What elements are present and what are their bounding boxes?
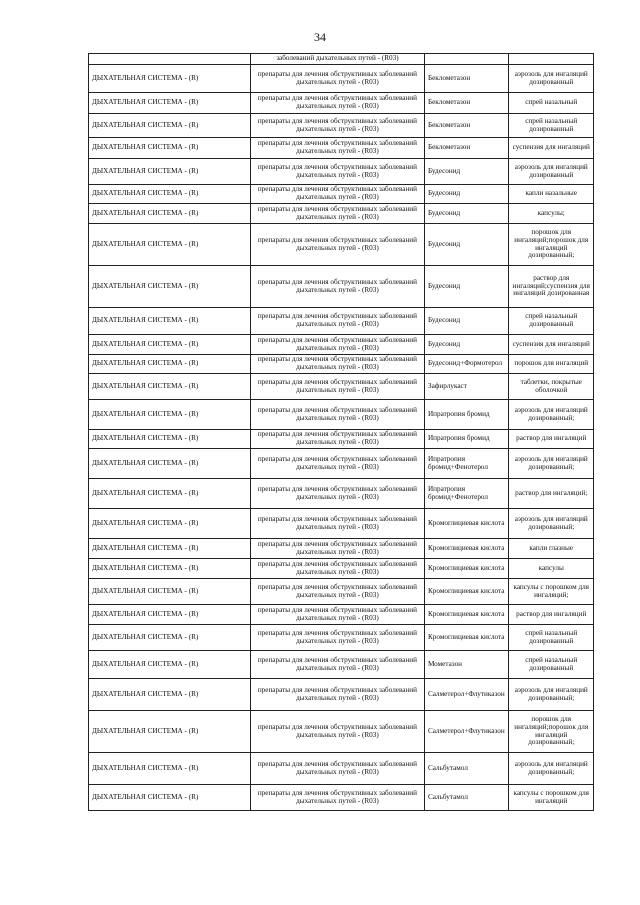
cell-c3: Будесонид <box>424 185 509 204</box>
cell-c4: аэрозоль для ингаляций дозированный; <box>509 679 594 711</box>
cell-c1: ДЫХАТЕЛЬНАЯ СИСТЕМА - (R) <box>89 651 251 679</box>
cell-c3: Будесонид <box>424 204 509 224</box>
table-row <box>89 679 594 711</box>
cell-c3: Беклометазон <box>424 138 509 159</box>
cell-c4: раствор для ингаляций; <box>509 479 594 509</box>
table-row <box>89 711 594 753</box>
cell-c1: ДЫХАТЕЛЬНАЯ СИСТЕМА - (R) <box>89 711 251 753</box>
table-row <box>89 509 594 539</box>
cell-c4: аэрозоль для ингаляций дозированный <box>509 159 594 185</box>
cell-c3: Кромоглициевая кислота <box>424 539 509 559</box>
cell-c1: ДЫХАТЕЛЬНАЯ СИСТЕМА - (R) <box>89 138 251 159</box>
table-row <box>89 54 594 65</box>
table-row <box>89 204 594 224</box>
cell-c2: препараты для лечения обструктивных заболеваний дыхательных путей - (R03) <box>250 430 424 449</box>
cell-c2: препараты для лечения обструктивных заболеваний дыхательных путей - (R03) <box>250 711 424 753</box>
table-row <box>89 308 594 335</box>
cell-c4: порошок для ингаляций;порошок для ингаляций дозированный; <box>509 711 594 753</box>
cell-c3: Будесонид <box>424 308 509 335</box>
cell-c4: капсулы; <box>509 204 594 224</box>
table-row <box>89 93 594 114</box>
cell-c1: ДЫХАТЕЛЬНАЯ СИСТЕМА - (R) <box>89 509 251 539</box>
cell-c3: Будесонид <box>424 224 509 266</box>
cell-c2: препараты для лечения обструктивных заболеваний дыхательных путей - (R03) <box>250 374 424 400</box>
cell-c4: спрей назальный дозированный <box>509 308 594 335</box>
table-row <box>89 753 594 785</box>
cell-c3: Кромоглициевая кислота <box>424 559 509 579</box>
table-body <box>89 54 594 811</box>
cell-c4: суспензия для ингаляций <box>509 335 594 355</box>
cell-c2: препараты для лечения обструктивных заболеваний дыхательных путей - (R03) <box>250 159 424 185</box>
cell-c1: ДЫХАТЕЛЬНАЯ СИСТЕМА - (R) <box>89 114 251 138</box>
cell-c1 <box>89 54 251 65</box>
cell-c4: таблетки, покрытые оболочкой <box>509 374 594 400</box>
cell-c1: ДЫХАТЕЛЬНАЯ СИСТЕМА - (R) <box>89 785 251 811</box>
cell-c4: капсулы <box>509 559 594 579</box>
cell-c3: Ипратропия бромид <box>424 400 509 430</box>
cell-c4: спрей назальный дозированный <box>509 651 594 679</box>
cell-c1: ДЫХАТЕЛЬНАЯ СИСТЕМА - (R) <box>89 374 251 400</box>
cell-c1: ДЫХАТЕЛЬНАЯ СИСТЕМА - (R) <box>89 308 251 335</box>
cell-c3 <box>424 54 509 65</box>
table-row <box>89 400 594 430</box>
table-row <box>89 65 594 93</box>
cell-c2: препараты для лечения обструктивных заболеваний дыхательных путей - (R03) <box>250 559 424 579</box>
cell-c4: раствор для ингаляций;суспензия для ингаляций дозированная <box>509 266 594 308</box>
cell-c3: Будесонид <box>424 335 509 355</box>
table-row <box>89 159 594 185</box>
cell-c1: ДЫХАТЕЛЬНАЯ СИСТЕМА - (R) <box>89 204 251 224</box>
table-row <box>89 374 594 400</box>
cell-c2: препараты для лечения обструктивных заболеваний дыхательных путей - (R03) <box>250 651 424 679</box>
page-number: 34 <box>314 30 326 44</box>
cell-c3: Кромоглициевая кислота <box>424 625 509 651</box>
cell-c1: ДЫХАТЕЛЬНАЯ СИСТЕМА - (R) <box>89 400 251 430</box>
cell-c2: препараты для лечения обструктивных заболеваний дыхательных путей - (R03) <box>250 753 424 785</box>
cell-c4: порошок для ингаляций;порошок для ингаляций дозированный; <box>509 224 594 266</box>
cell-c3: Ипратропия бромид+Фенотерол <box>424 449 509 479</box>
cell-c4: капли глазные <box>509 539 594 559</box>
cell-c1: ДЫХАТЕЛЬНАЯ СИСТЕМА - (R) <box>89 679 251 711</box>
cell-c3: Мометазон <box>424 651 509 679</box>
cell-c3: Ипратропия бромид+Фенотерол <box>424 479 509 509</box>
cell-c2: препараты для лечения обструктивных заболеваний дыхательных путей - (R03) <box>250 785 424 811</box>
cell-c1: ДЫХАТЕЛЬНАЯ СИСТЕМА - (R) <box>89 559 251 579</box>
cell-c2: препараты для лечения обструктивных заболеваний дыхательных путей - (R03) <box>250 335 424 355</box>
table-row <box>89 449 594 479</box>
table-row <box>89 355 594 374</box>
cell-c2: препараты для лечения обструктивных заболеваний дыхательных путей - (R03) <box>250 400 424 430</box>
cell-c3: Кромоглициевая кислота <box>424 605 509 625</box>
cell-c3: Салметерол+Флутиказон <box>424 711 509 753</box>
cell-c4: аэрозоль для ингаляций дозированный; <box>509 753 594 785</box>
cell-c2: препараты для лечения обструктивных заболеваний дыхательных путей - (R03) <box>250 625 424 651</box>
table-row <box>89 335 594 355</box>
cell-c1: ДЫХАТЕЛЬНАЯ СИСТЕМА - (R) <box>89 65 251 93</box>
cell-c3: Зафирлукаст <box>424 374 509 400</box>
cell-c1: ДЫХАТЕЛЬНАЯ СИСТЕМА - (R) <box>89 579 251 605</box>
cell-c3: Кромоглициевая кислота <box>424 509 509 539</box>
cell-c4: капсулы с порошком для ингаляций; <box>509 579 594 605</box>
cell-c1: ДЫХАТЕЛЬНАЯ СИСТЕМА - (R) <box>89 355 251 374</box>
table-row <box>89 138 594 159</box>
cell-c2: препараты для лечения обструктивных заболеваний дыхательных путей - (R03) <box>250 204 424 224</box>
table-row <box>89 114 594 138</box>
cell-c1: ДЫХАТЕЛЬНАЯ СИСТЕМА - (R) <box>89 93 251 114</box>
table-row <box>89 579 594 605</box>
cell-c1: ДЫХАТЕЛЬНАЯ СИСТЕМА - (R) <box>89 479 251 509</box>
cell-c3: Салметерол+Флутиказон <box>424 679 509 711</box>
cell-c3: Будесонид <box>424 159 509 185</box>
cell-c3: Будесонид <box>424 266 509 308</box>
cell-c1: ДЫХАТЕЛЬНАЯ СИСТЕМА - (R) <box>89 185 251 204</box>
cell-c3: Ипратропия бромид <box>424 430 509 449</box>
cell-c1: ДЫХАТЕЛЬНАЯ СИСТЕМА - (R) <box>89 266 251 308</box>
cell-c1: ДЫХАТЕЛЬНАЯ СИСТЕМА - (R) <box>89 159 251 185</box>
table-row <box>89 651 594 679</box>
cell-c2: препараты для лечения обструктивных заболеваний дыхательных путей - (R03) <box>250 224 424 266</box>
cell-c2: препараты для лечения обструктивных заболеваний дыхательных путей - (R03) <box>250 509 424 539</box>
cell-c2: препараты для лечения обструктивных заболеваний дыхательных путей - (R03) <box>250 93 424 114</box>
cell-c1: ДЫХАТЕЛЬНАЯ СИСТЕМА - (R) <box>89 224 251 266</box>
cell-c2: препараты для лечения обструктивных заболеваний дыхательных путей - (R03) <box>250 449 424 479</box>
cell-c4: аэрозоль для ингаляций дозированный <box>509 65 594 93</box>
cell-c1: ДЫХАТЕЛЬНАЯ СИСТЕМА - (R) <box>89 539 251 559</box>
table-row <box>89 266 594 308</box>
cell-c3: Беклометазон <box>424 93 509 114</box>
medication-table <box>88 53 594 811</box>
cell-c1: ДЫХАТЕЛЬНАЯ СИСТЕМА - (R) <box>89 753 251 785</box>
table-row <box>89 605 594 625</box>
table-row <box>89 479 594 509</box>
cell-c2: препараты для лечения обструктивных заболеваний дыхательных путей - (R03) <box>250 539 424 559</box>
table-row <box>89 430 594 449</box>
cell-c4: спрей назальный дозированный <box>509 625 594 651</box>
table-row <box>89 785 594 811</box>
cell-c2: препараты для лечения обструктивных заболеваний дыхательных путей - (R03) <box>250 479 424 509</box>
cell-c3: Кромоглициевая кислота <box>424 579 509 605</box>
cell-c4: спрей назальный <box>509 93 594 114</box>
cell-c4: суспензия для ингаляций <box>509 138 594 159</box>
cell-c2: препараты для лечения обструктивных заболеваний дыхательных путей - (R03) <box>250 65 424 93</box>
cell-c4: аэрозоль для ингаляций дозированный; <box>509 449 594 479</box>
cell-c2: препараты для лечения обструктивных заболеваний дыхательных путей - (R03) <box>250 114 424 138</box>
table-row <box>89 539 594 559</box>
cell-c2: препараты для лечения обструктивных заболеваний дыхательных путей - (R03) <box>250 138 424 159</box>
cell-c1: ДЫХАТЕЛЬНАЯ СИСТЕМА - (R) <box>89 449 251 479</box>
cell-c2: препараты для лечения обструктивных заболеваний дыхательных путей - (R03) <box>250 579 424 605</box>
cell-c4: раствор для ингаляций <box>509 430 594 449</box>
cell-c1: ДЫХАТЕЛЬНАЯ СИСТЕМА - (R) <box>89 335 251 355</box>
cell-c4: раствор для ингаляций <box>509 605 594 625</box>
table-row <box>89 224 594 266</box>
cell-c4: капли назальные <box>509 185 594 204</box>
cell-c2: препараты для лечения обструктивных заболеваний дыхательных путей - (R03) <box>250 355 424 374</box>
table-row <box>89 185 594 204</box>
cell-c4 <box>509 54 594 65</box>
cell-c4: спрей назальный дозированный <box>509 114 594 138</box>
cell-c3: Беклометазон <box>424 65 509 93</box>
table-row <box>89 625 594 651</box>
cell-c3: Будесонид+Формотерол <box>424 355 509 374</box>
cell-c4: аэрозоль для ингаляций дозированный; <box>509 400 594 430</box>
cell-c1: ДЫХАТЕЛЬНАЯ СИСТЕМА - (R) <box>89 430 251 449</box>
cell-c2: препараты для лечения обструктивных заболеваний дыхательных путей - (R03) <box>250 266 424 308</box>
cell-c2: препараты для лечения обструктивных заболеваний дыхательных путей - (R03) <box>250 185 424 204</box>
cell-c2: препараты для лечения обструктивных заболеваний дыхательных путей - (R03) <box>250 605 424 625</box>
cell-c1: ДЫХАТЕЛЬНАЯ СИСТЕМА - (R) <box>89 625 251 651</box>
cell-c4: аэрозоль для ингаляций дозированный; <box>509 509 594 539</box>
cell-c2: препараты для лечения обструктивных заболеваний дыхательных путей - (R03) <box>250 308 424 335</box>
table-row <box>89 559 594 579</box>
cell-c2: препараты для лечения обструктивных заболеваний дыхательных путей - (R03) <box>250 679 424 711</box>
cell-c1: ДЫХАТЕЛЬНАЯ СИСТЕМА - (R) <box>89 605 251 625</box>
cell-c4: порошок для ингаляций <box>509 355 594 374</box>
cell-c3: Сальбутамол <box>424 785 509 811</box>
cell-c3: Беклометазон <box>424 114 509 138</box>
cell-c4: капсулы с порошком для ингаляций <box>509 785 594 811</box>
cell-c3: Сальбутамол <box>424 753 509 785</box>
cell-c2: заболеваний дыхательных путей - (R03) <box>250 54 424 65</box>
